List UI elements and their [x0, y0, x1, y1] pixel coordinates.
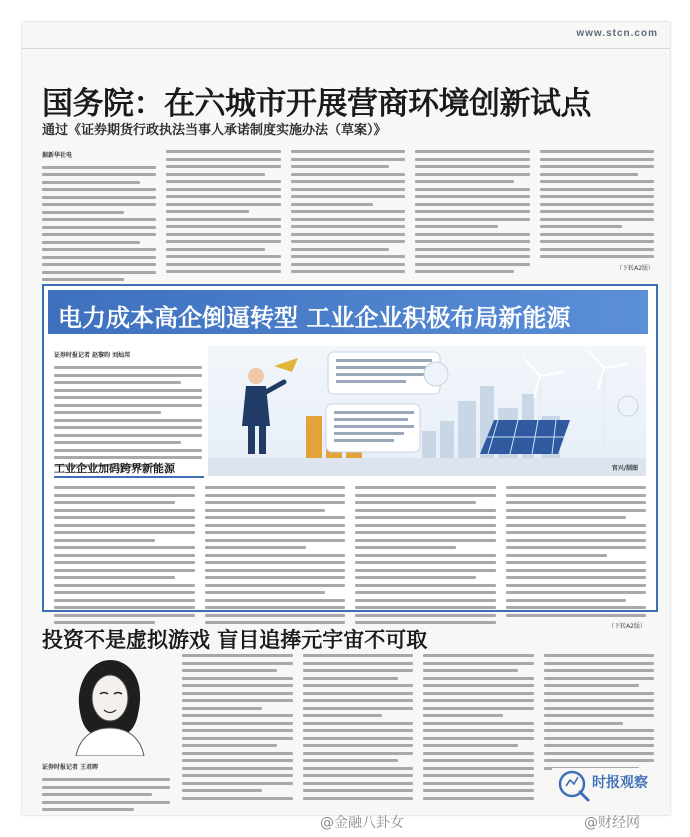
article1-subheadline: 通过《证券期货行政执法当事人承诺制度实施办法（草案）》	[42, 123, 387, 138]
page-header-bar	[22, 22, 670, 49]
article1-byline: 据新华社电	[42, 152, 73, 159]
businessman-icon	[242, 358, 298, 454]
article2-byline: 证券时报记者 赵黎昀 刘灿邦	[54, 352, 131, 359]
illustration-credit: 官兴/制图	[611, 465, 638, 472]
solar-panel-icon	[480, 420, 570, 454]
article1-continued-note: （下转A2版）	[616, 264, 655, 272]
article1-column-5	[540, 150, 654, 281]
watermark-left: @金融八卦女	[320, 815, 404, 831]
article2-body	[54, 486, 646, 630]
illustration-graphic	[208, 346, 646, 476]
newspaper-page	[22, 22, 670, 815]
column-badge-label: 时报观察	[592, 775, 648, 791]
article1-column-2	[166, 150, 280, 281]
article1-column-4	[415, 150, 529, 281]
article3-author: 证券时报记者 王君晖	[42, 764, 99, 771]
article1-column-1	[42, 150, 156, 281]
article1-column-3	[291, 150, 405, 281]
article2-box	[42, 284, 658, 630]
article2-section-heading: 工业企业加码跨界新能源	[54, 462, 175, 475]
watermark-right: @财经网	[584, 815, 640, 831]
article1-headline: 国务院：在六城市开展营商环境创新试点	[42, 86, 591, 122]
author-portrait-icon	[66, 652, 152, 756]
column-badge	[552, 768, 656, 802]
article3-headline: 投资不是虚拟游戏 盲目追捧元宇宙不可取	[42, 628, 428, 652]
article2-banner	[48, 290, 648, 334]
article3-lead	[42, 778, 170, 811]
site-url: www.stcn.com	[576, 28, 658, 39]
article2-continued-note: （下转A2版）	[608, 623, 646, 630]
article2-headline: 电力成本高企倒逼转型 工业企业积极布局新能源	[58, 304, 571, 332]
section-heading-underline	[54, 476, 204, 478]
energy-illustration	[208, 346, 646, 476]
article1-body	[42, 150, 654, 281]
article2-intro-text	[54, 366, 202, 467]
